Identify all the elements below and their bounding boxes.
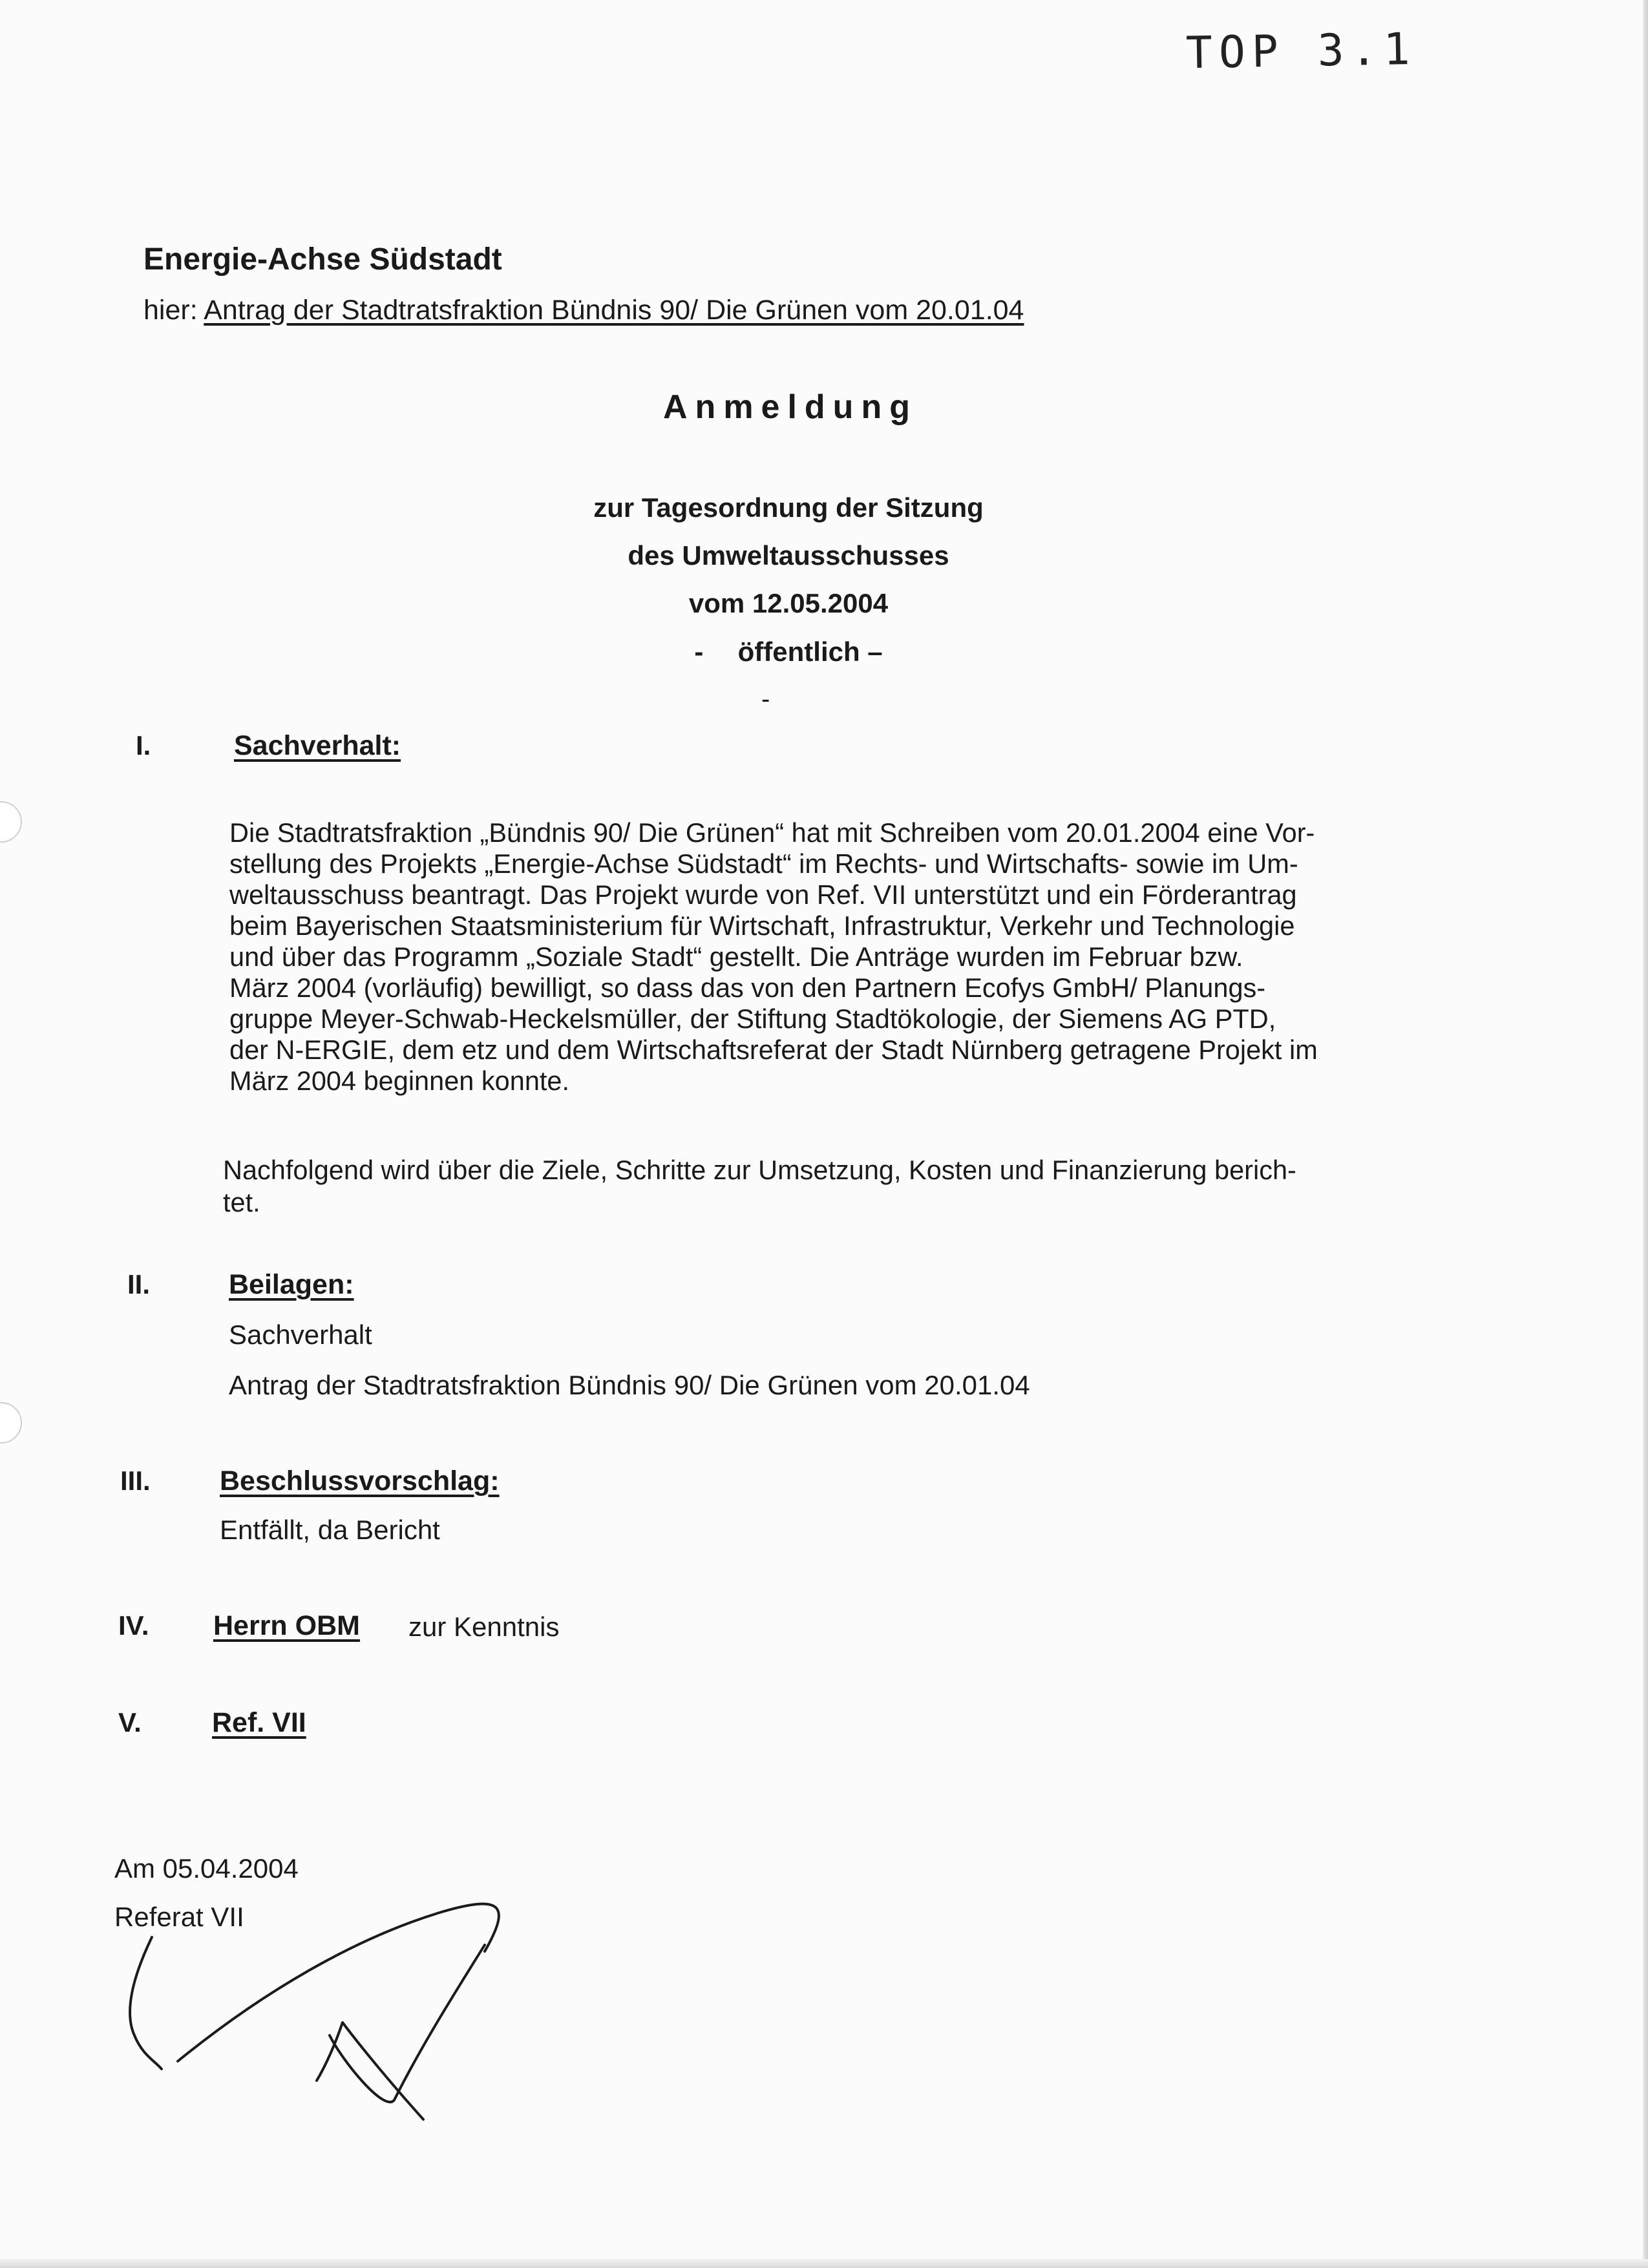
section-2-heading: Beilagen: (229, 1269, 354, 1300)
footer-date: Am 05.04.2004 (114, 1853, 299, 1884)
attachment-item-1: Sachverhalt (229, 1319, 372, 1350)
section-3-heading: Beschlussvorschlag: (220, 1465, 500, 1496)
paragraph-1-line: der N-ERGIE, dem etz und dem Wirtschaftsreferat der Stadt Nürnberg getragene Projekt im (229, 1034, 1318, 1065)
section-2-numeral: II. (127, 1269, 151, 1299)
paragraph-1-line: gruppe Meyer-Schwab-Heckelsmüller, der Stiftung Stadtökologie, der Siemens AG PTD, (229, 1003, 1276, 1034)
attachment-item-2: Antrag der Stadtratsfraktion Bündnis 90/ Die Grünen vom 20.01.04 (229, 1370, 1030, 1400)
section-5-heading: Ref. VII (212, 1707, 306, 1738)
subject-prefix: hier: (143, 295, 198, 326)
section-1-paragraph-2 (223, 1157, 1451, 1221)
paragraph-1-line: Die Stadtratsfraktion „Bündnis 90/ Die Grünen“ hat mit Schreiben vom 20.01.2004 eine Vor- (229, 817, 1315, 848)
section-4-numeral: IV. (118, 1610, 149, 1641)
section-4-heading: Herrn OBM (213, 1610, 360, 1641)
scan-right-edge (1643, 0, 1648, 2268)
section-1-heading: Sachverhalt: (234, 730, 401, 761)
punch-hole-top (0, 801, 22, 843)
paragraph-1-line: beim Bayerischen Staatsministerium für Wirtschaft, Infrastruktur, Verkehr und Technologie (229, 910, 1295, 941)
scan-bottom-edge (0, 2259, 1648, 2268)
agenda-public-status: öffentlich – (737, 636, 883, 667)
paragraph-2-line: tet. (223, 1187, 260, 1217)
handwritten-signature (58, 1867, 549, 2126)
agenda-dash: - (694, 636, 704, 667)
document-title: Energie-Achse Südstadt (143, 242, 502, 277)
section-3-numeral: III. (120, 1465, 151, 1496)
agenda-line-3: vom 12.05.2004 (688, 588, 889, 618)
paragraph-1-line: und über das Programm „Soziale Stadt“ gestellt. Die Anträge wurden im Februar bzw. (229, 941, 1243, 972)
subject-text: Antrag der Stadtratsfraktion Bündnis 90/ Die Grünen vom 20.01.04 (204, 295, 1024, 326)
punch-hole-bottom (0, 1402, 22, 1444)
subject-line (143, 295, 1024, 326)
section-1-paragraph-1 (229, 819, 1457, 1098)
paragraph-1-line: weltausschuss beantragt. Das Projekt wurde von Ref. VII unterstützt und ein Förderantrag (229, 879, 1297, 910)
section-4-text: zur Kenntnis (408, 1612, 560, 1642)
paragraph-1-line: März 2004 (vorläufig) bewilligt, so dass das von den Partnern Ecofys GmbH/ Planungs- (229, 972, 1266, 1003)
agenda-line-1: zur Tagesordnung der Sitzung (593, 492, 984, 523)
stray-dash: - (761, 685, 770, 713)
agenda-line-4 (433, 636, 1144, 667)
section-5-numeral: V. (118, 1707, 142, 1738)
anmeldung-heading: Anmeldung (663, 388, 918, 426)
paragraph-1-line: stellung des Projekts „Energie-Achse Südstadt“ im Rechts- und Wirtschafts- sowie im Um- (229, 848, 1298, 879)
paragraph-2-line: Nachfolgend wird über die Ziele, Schritte zur Umsetzung, Kosten und Finanzierung berich- (223, 1155, 1296, 1185)
section-1-numeral: I. (136, 730, 151, 761)
agenda-line-2: des Umweltausschusses (628, 540, 949, 571)
section-3-text: Entfällt, da Bericht (220, 1515, 440, 1545)
footer-office: Referat VII (114, 1902, 244, 1932)
handwritten-top-note: TOP 3.1 (1185, 23, 1417, 79)
paragraph-1-line: März 2004 beginnen konnte. (229, 1066, 570, 1096)
